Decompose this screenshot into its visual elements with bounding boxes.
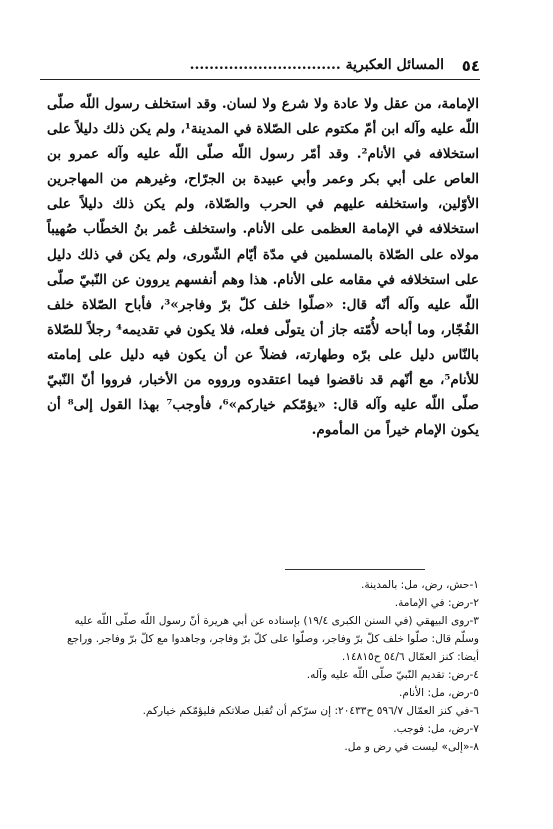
running-title: المسائل العكبرية ...............................	[189, 57, 444, 73]
footnote-4: ٤-رض: تقديم النّبيّ صلّى اللّه عليه وآله.	[306, 669, 479, 681]
page-header	[40, 57, 480, 83]
page-number: ٥٤	[461, 57, 480, 75]
footnote-1: ١-حش، رض، مل: بالمدينة.	[361, 579, 479, 591]
footnote-3: ٣-روى البيهقي (في السنن الكبرى ١٩/٤) بإسناده عن أبي هريرة أنّ رسول اللّه صلّى اللّه عليه وسلّم قال: صلّوا خلف كلّ برّ وفاجر، وصلّوا على كلّ برّ وفاجر، وجاهدوا مع كلّ برّ وفاجر. وراجع أيضا: كنز العمّال ٥٤/٦ ح١٤٨١٥.	[67, 615, 479, 663]
footnotes	[47, 576, 479, 756]
body-paragraph: الإمامة، من عقل ولا عادة ولا شرع ولا لسان. وقد استخلف رسول اللّه صلّى اللّه عليه وآله ابن أمّ مكتوم على الصّلاة في المدينة¹، ولم يكن ذلك دليلاً على استخلافه في الأنام². وقد أمّر رسول اللّه صلّى اللّه عليه وآله عمرو بن العاص على أبي بكر وعمر وأبي عبيدة بن الجرّاح، وغيرهم من المهاجرين الأوّلين، واستخلفه عليهم في الحرب والصّلاة، ولم يكن ذلك دليلاً على استخلافه في الإمامة العظمى على الأنام. واستخلف عُمر بنُ الخطّاب صُهيباً مولاه على الصّلاة بالمسلمين في مدّة أيّام الشّورى، ولم يكن في ذلك دليل على استخلافه في مقامه على الأنام. هذا وهم أنفسهم يروون عن النّبيّ صلّى اللّه عليه وآله أنّه قال: «صلّوا خلف كلّ برّ وفاجر»³، فأباح الصّلاة خلف الفُجّار، وما أباحه لأُمّته جاز أن يتولّى فعله، فلا يكون في تقديمه⁴ رجلاً للصّلاة بالنّاس دليل على برّه وطهارته، فضلاً عن أن يكون فيه دليل على إمامته للأنام⁵، مع أنّهم قد ناقضوا فيما اعتقدوه ورووه من الأخبار، فرووا أنّ النّبيّ صلّى اللّه عليه وآله قال: «يؤمّكم خياركم»⁶، فأوجب⁷ بهذا القول إلى⁸ أن يكون الإمام خيراً من المأموم.	[47, 96, 479, 439]
footnote-8: ٨-«إلى» ليست في رض و مل.	[344, 741, 479, 753]
main-text	[47, 92, 479, 443]
footnote-6: ٦-في كنز العمّال ٥٩٦/٧ ح٢٠٤٣٣: إن سرّكم أن تُقبل صلاتكم فليؤمّكم خياركم.	[142, 705, 479, 717]
footnote-5: ٥-رض، مل: الأنام.	[399, 687, 479, 699]
footnote-7: ٧-رض، مل: فوجب.	[393, 723, 479, 735]
header-rule	[40, 79, 480, 80]
footnote-2: ٢-رض: في الإمامة.	[394, 597, 479, 609]
footnote-separator	[285, 569, 425, 570]
